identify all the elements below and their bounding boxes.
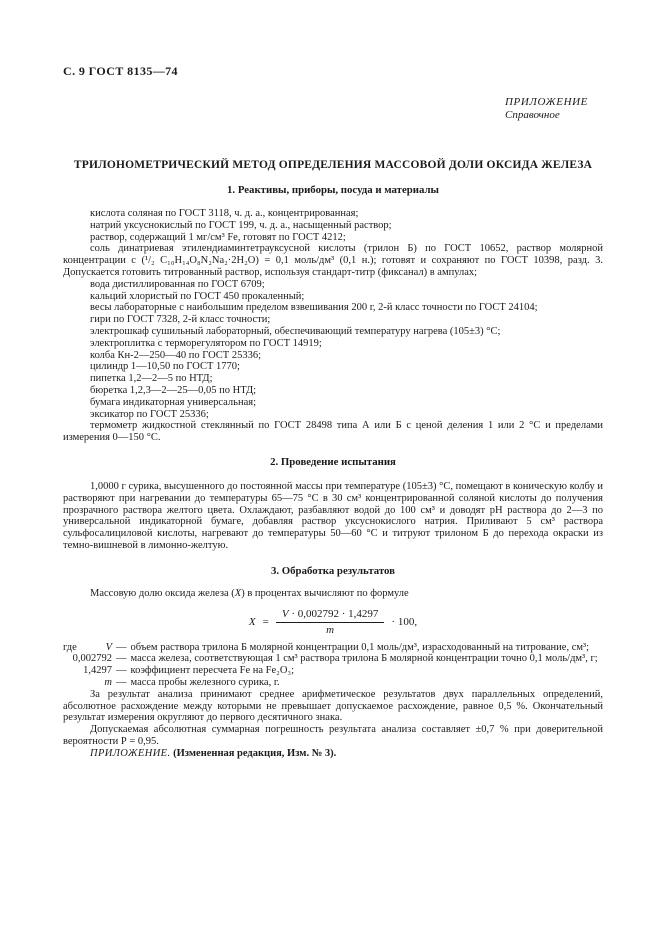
dash: —: [116, 653, 127, 665]
dash: —: [116, 665, 127, 677]
reagent-item: бумага индикаторная универсальная;: [90, 396, 256, 408]
reagent-item: кальций хлористый по ГОСТ 450 прокаленный;: [90, 290, 305, 302]
annex-type: Справочное: [505, 109, 560, 121]
formula-intro: [63, 588, 603, 600]
where-definition: коэффициент пересчета Fe на Fe₂O₃;: [130, 665, 294, 677]
formula-numerator: [276, 608, 385, 623]
amendment-note-revision: (Измененная редакция, Изм. № 3).: [173, 747, 337, 759]
where-term: V: [105, 641, 112, 653]
reagent-item: цилиндр 1—10,50 по ГОСТ 1770;: [90, 361, 240, 373]
reagent-item: эксикатор по ГОСТ 25336;: [90, 408, 209, 420]
where-term: 1,4297: [83, 665, 112, 677]
reagent-item: весы лабораторные с наибольшим пределом взвешивания 200 г, 2-й класс точности по ГОСТ 24104;: [90, 302, 538, 314]
where-row: [63, 665, 603, 677]
reagent-item: электрошкаф сушильный лабораторный, обеспечивающий температуру нагрева (105±3) °С;: [90, 325, 501, 337]
formula-numerator-constants: · 0,002792 · 1,4297: [288, 607, 379, 620]
formula-intro-text: ) в процентах вычисляют по формуле: [241, 587, 409, 599]
annex-block: [505, 96, 603, 122]
reagent-item: вода дистиллированная по ГОСТ 6709;: [90, 278, 265, 290]
reagent-item: электроплитка с терморегулятором по ГОСТ 14919;: [90, 337, 322, 349]
section-2-heading: 2. Проведение испытания: [270, 455, 396, 468]
where-row: [63, 653, 603, 665]
where-definition: объем раствора трилона Б молярной концентрации 0,1 моль/дм³, израсходованный на титрование, см³;: [130, 641, 590, 653]
section-1-heading: 1. Реактивы, приборы, посуда и материалы: [227, 184, 439, 196]
dash: —: [116, 641, 127, 653]
test-procedure-paragraph: 1,0000 г сурика, высушенного до постоянной массы при температуре (105±3) °С, помещают в коническую колбу и растворяют при нагревании до температуры 65—75 °С в 30 см³ концентрированной соляной кислоты до получения прозрачного раствора желтого цвета. Охлаждают, разбавляют водой до 100 см³ и доводят рН раствора до 2—3 по универсальной индикаторной бумаге, добавляя раствор уксуснокислого натрия. Приливают 5 см³ раствора сульфосалициловой кислоты, нагревают до температуры 50—60 °С и титруют трилоном Б до перехода окраски из темно-вишневой в лимонно-желтую.: [63, 480, 603, 551]
reagent-item: кислота соляная по ГОСТ 3118, ч. д. а., концентрированная;: [90, 208, 359, 219]
formula-factor: · 100,: [391, 615, 418, 628]
dash: —: [116, 676, 127, 688]
formula: [63, 608, 603, 636]
formula-equals-sign: =: [262, 615, 269, 628]
where-definition: масса пробы железного сурика, г.: [130, 676, 280, 688]
formula-numerator-variable: V: [281, 607, 289, 620]
reagent-item: термометр жидкостной стеклянный по ГОСТ 28498 типа А или Б с ценой деления 1 или 2 °С и пределами измерения 0—150 °С.: [63, 420, 603, 444]
where-term: m: [104, 676, 112, 688]
document-title: ТРИЛОНОМЕТРИЧЕСКИЙ МЕТОД ОПРЕДЕЛЕНИЯ МАССОВОЙ ДОЛИ ОКСИДА ЖЕЛЕЗА: [73, 159, 593, 171]
reagent-item: раствор, содержащий 1 мг/см³ Fe, готовят по ГОСТ 4212;: [90, 231, 346, 243]
reagents-list: [63, 208, 603, 444]
formula-variable: X: [248, 615, 256, 628]
where-row: [63, 642, 603, 654]
formula-denominator: m: [326, 623, 335, 636]
amendment-note-appendix: ПРИЛОЖЕНИЕ.: [90, 747, 171, 759]
where-list: [63, 642, 603, 689]
reagent-item: гири по ГОСТ 7328, 2-й класс точности;: [90, 314, 271, 326]
reagent-item: колба Кн-2—250—40 по ГОСТ 25336;: [90, 349, 262, 361]
where-definition: масса железа, соответствующая 1 см³ раствора трилона Б молярной концентрации точно 0,1 моль/дм³, г;: [130, 653, 598, 665]
page-header: С. 9 ГОСТ 8135—74: [63, 64, 178, 78]
result-averaging-paragraph: За результат анализа принимают среднее арифметическое результатов двух параллельных определений, абсолютное расхождение между которыми не превышает допускаемое расхождение, равное 0,5 %. Окончательный результат измерения округляют до первого десятичного знака.: [63, 688, 603, 724]
annex-label: ПРИЛОЖЕНИЕ: [505, 96, 588, 108]
section-3-heading: 3. Обработка результатов: [270, 564, 396, 577]
where-label: где: [63, 641, 77, 653]
formula-intro-text: Массовую долю оксида железа (: [90, 587, 235, 599]
formula-fraction: [276, 608, 385, 636]
where-row: [63, 677, 603, 689]
reagent-item: соль динатриевая этилендиаминтетрауксусной кислоты (трилон Б) по ГОСТ 10652, раствор молярной концентрации с (¹/₂ C₁₀H₁₄O₈N₂Na₂·2H₂O) = 0,1 моль/дм³ (0,1 н.); готовят и сохраняют по ГОСТ 10398, разд. 3. Допускается готовить титрованный раствор, используя стандарт-титр (фиксанал) в ампулах;: [63, 243, 603, 278]
reagent-item: натрий уксуснокислый по ГОСТ 199, ч. д. а., насыщенный раствор;: [90, 219, 392, 231]
where-term: 0,002792: [72, 653, 112, 665]
page-content: [63, 0, 603, 759]
amendment-note: [63, 748, 603, 760]
accuracy-paragraph: Допускаемая абсолютная суммарная погрешность результата анализа составляет ±0,7 % при доверительной вероятности Р = 0,95.: [63, 724, 603, 747]
formula-intro-variable: X: [234, 587, 242, 599]
reagent-item: пипетка 1,2—2—5 по НТД;: [90, 373, 213, 385]
reagent-item: бюретка 1,2,3—2—25—0,05 по НТД;: [90, 384, 257, 396]
